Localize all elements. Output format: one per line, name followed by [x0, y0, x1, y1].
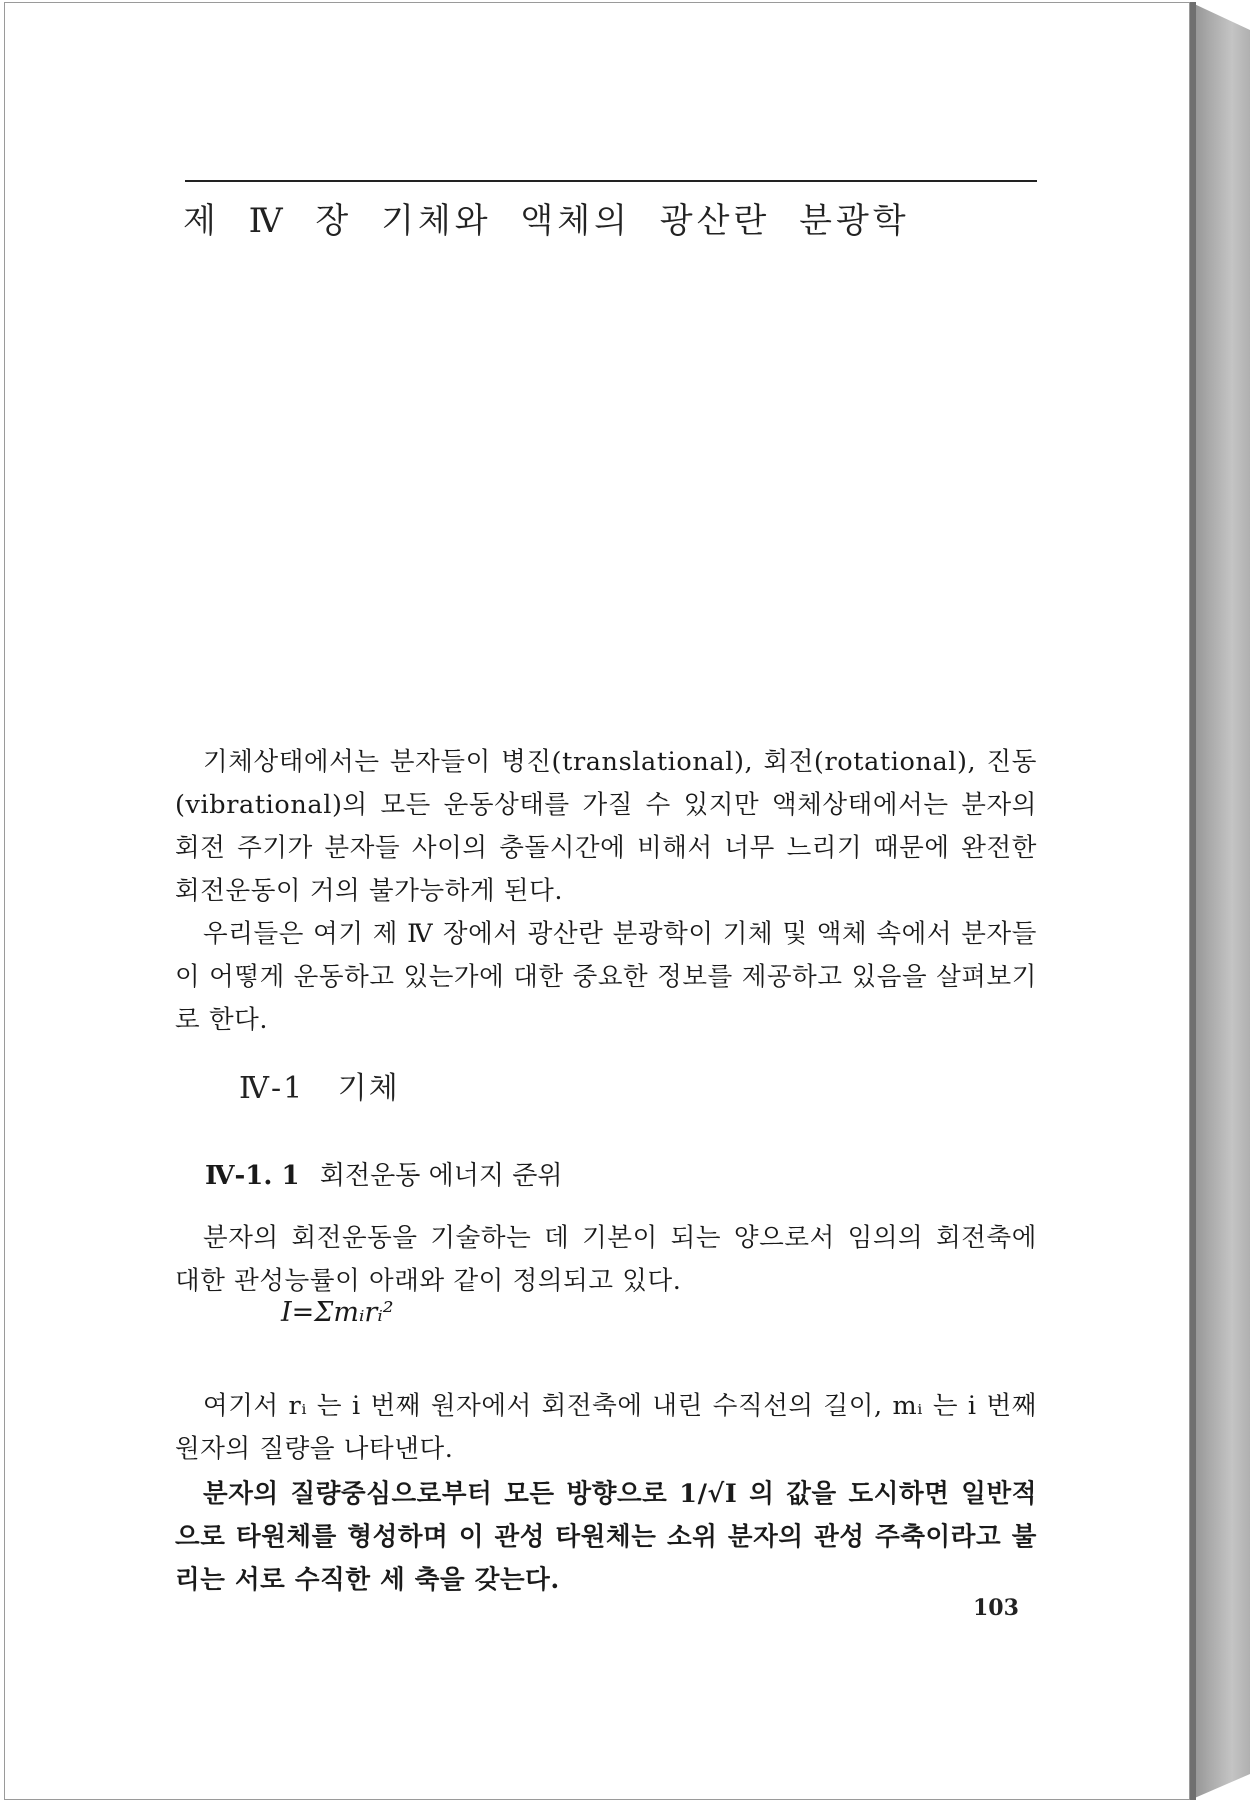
subsection-number: Ⅳ-1. 1 — [205, 1161, 300, 1191]
page-number: 103 — [973, 1595, 1019, 1621]
section-number: Ⅳ-1 — [239, 1071, 305, 1106]
book-edge — [1190, 2, 1250, 1800]
page — [4, 2, 1190, 1800]
book-spine-shadow — [1190, 2, 1196, 1800]
subsection-paragraph-2: 여기서 rᵢ 는 i 번째 원자에서 회전축에 내린 수직선의 길이, mᵢ 는 i 번째 원자의 질량을 나타낸다. — [175, 1390, 1037, 1464]
subsection-title: 회전운동 에너지 준위 — [319, 1161, 563, 1191]
subsection-paragraph-1: 분자의 회전운동을 기술하는 데 기본이 되는 양으로서 임의의 회전축에 대한 관성능률이 아래와 같이 정의되고 있다. — [175, 1222, 1037, 1296]
section-title: 기체 — [337, 1071, 400, 1106]
moment-of-inertia-formula: I=Σmᵢrᵢ² — [281, 1297, 394, 1328]
section-heading — [239, 1063, 400, 1107]
intro-paragraph-1: 기체상태에서는 분자들이 병진(translational), 회전(rotational), 진동(vibrational)의 모든 운동상태를 가질 수 있지만 액체상태에서는 분자의 회전 주기가 분자들 사이의 충돌시간에 비해서 너무 느리기 때문에 완전한 회전운동이 거의 불가능하게 된다. — [175, 746, 1037, 906]
intro-paragraph-2: 우리들은 여기 제 Ⅳ 장에서 광산란 분광학이 기체 및 액체 속에서 분자들이 어떻게 운동하고 있는가에 대한 중요한 정보를 제공하고 있음을 살펴보기로 한다. — [175, 918, 1037, 1035]
subsection-paragraph-3: 분자의 질량중심으로부터 모든 방향으로 1/√I 의 값을 도시하면 일반적으로 타원체를 형성하며 이 관성 타원체는 소위 분자의 관성 주축이라고 불리는 서로 수직한 세 축을 갖는다. — [175, 1478, 1037, 1595]
chapter-title: 제 Ⅳ 장 기체와 액체의 광산란 분광학 — [183, 201, 910, 241]
subsection-heading — [205, 1155, 562, 1192]
chapter-rule — [185, 180, 1037, 182]
